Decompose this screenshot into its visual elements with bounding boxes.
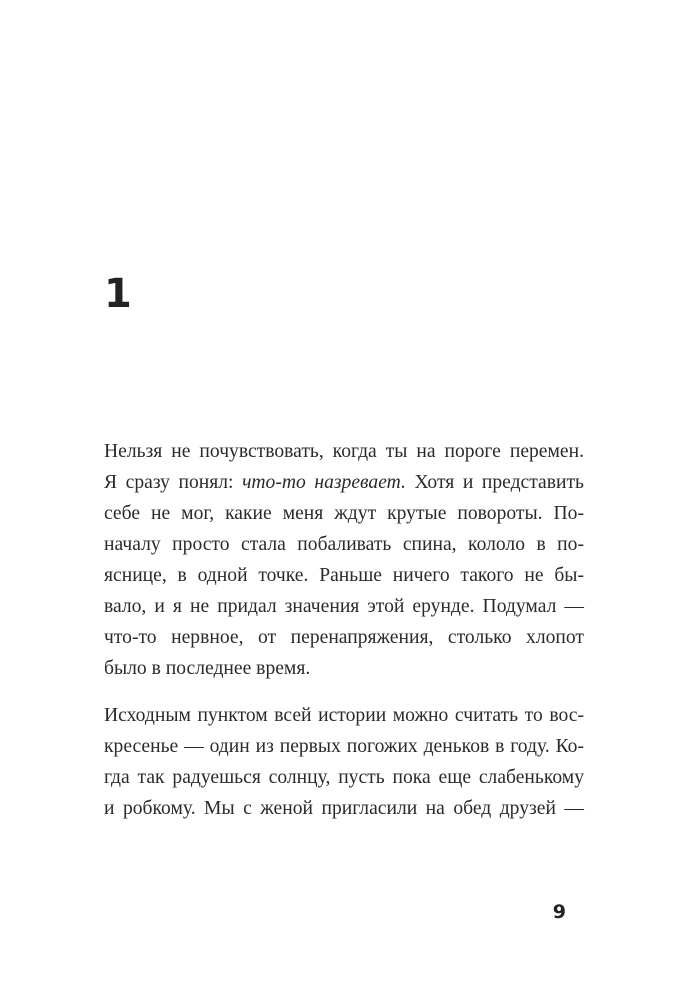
chapter-number: 1	[104, 271, 132, 317]
paragraph-2	[104, 700, 584, 824]
text-line: началу просто стала побаливать спина, кололо в по-	[104, 534, 584, 555]
text-line: было в последнее время.	[104, 658, 311, 679]
text-line-start: Я сразу понял:	[104, 472, 243, 493]
page-number: 9	[552, 901, 566, 923]
text-line-end: Хотя и представить	[405, 472, 584, 493]
text-line: Исходным пунктом всей истории можно считать то вос-	[104, 705, 584, 726]
emphasis-text: что-то назревает.	[242, 472, 406, 493]
paragraph-1	[104, 436, 584, 684]
text-line: себе не мог, какие меня ждут крутые повороты. По-	[104, 503, 584, 524]
text-line: гда так радуешься солнцу, пусть пока еще слабенькому	[104, 767, 584, 788]
text-line: что-то нервное, от перенапряжения, столько хлопот	[104, 627, 584, 648]
text-line	[104, 467, 584, 498]
text-line: вало, и я не придал значения этой ерунде. Подумал —	[104, 596, 584, 617]
text-line: и робкому. Мы с женой пригласили на обед друзей —	[104, 798, 584, 819]
text-line: Нельзя не почувствовать, когда ты на пороге перемен.	[104, 441, 584, 462]
text-line: яснице, в одной точке. Раньше ничего такого не бы-	[104, 565, 584, 586]
text-line: кресенье — один из первых погожих деньков в году. Ко-	[104, 736, 584, 757]
